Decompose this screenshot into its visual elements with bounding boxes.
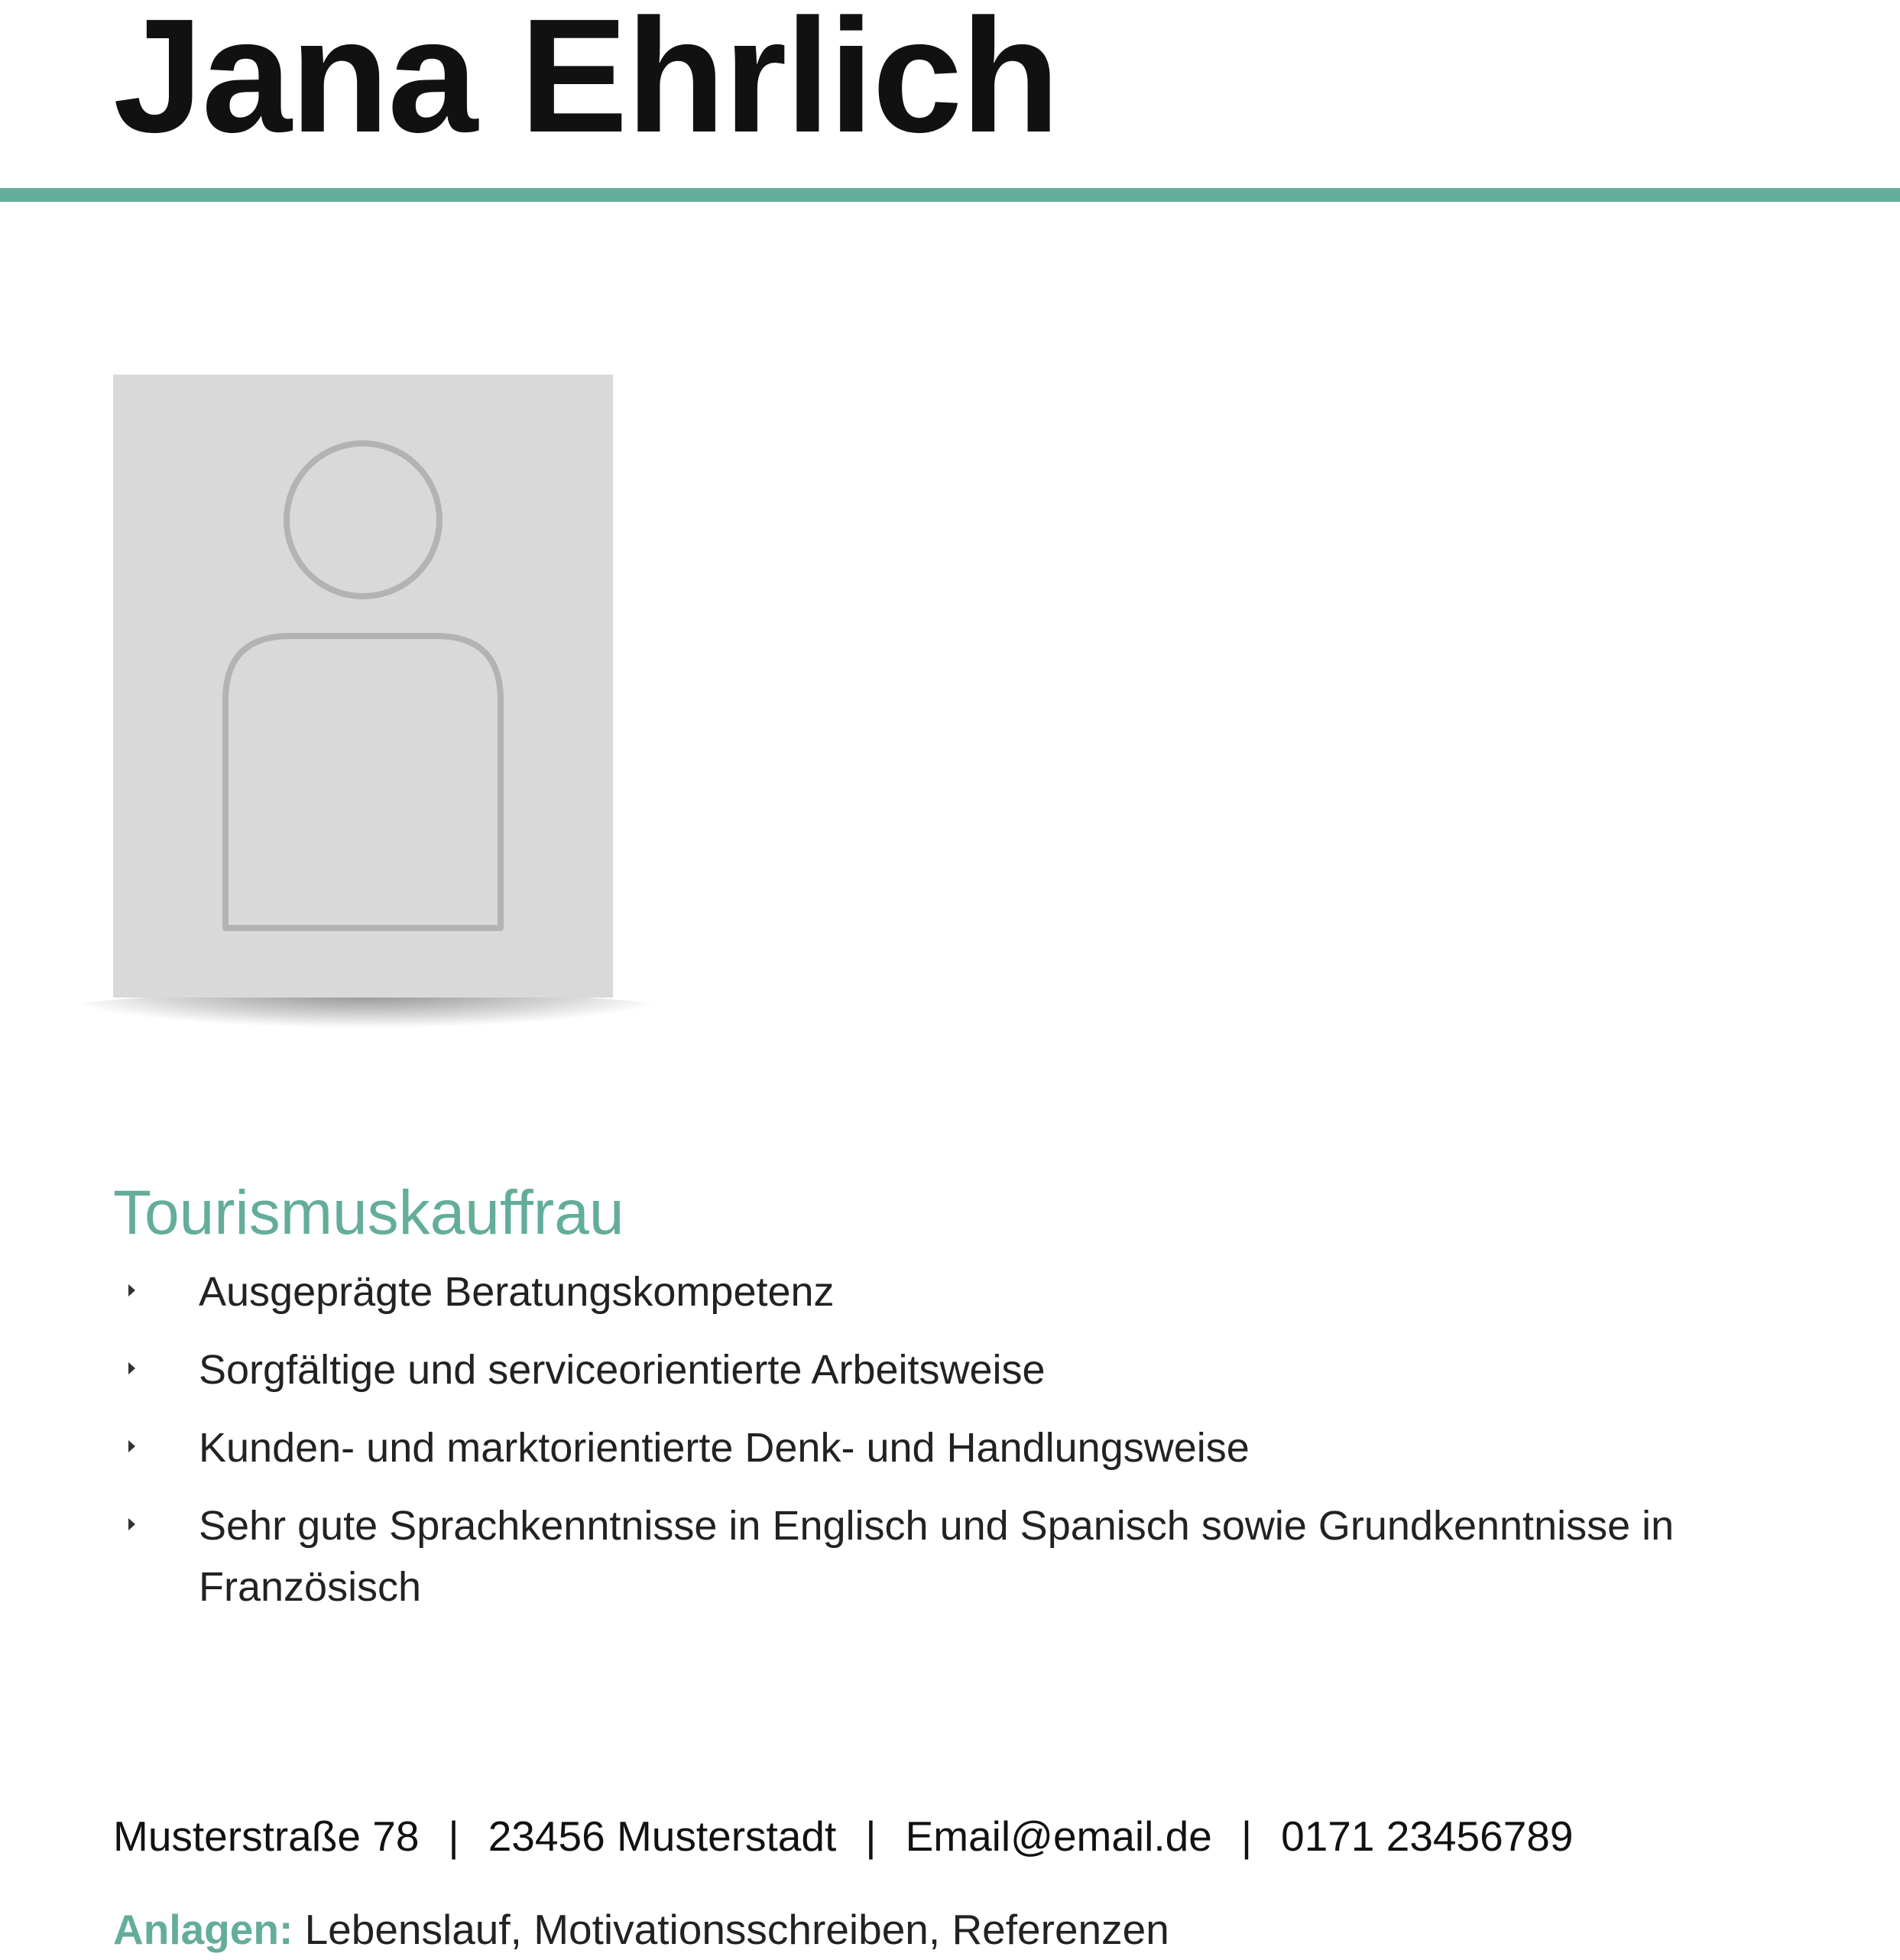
bullet-icon xyxy=(128,1284,135,1296)
skill-text: Sehr gute Sprachkenntnisse in Englisch und Spanisch sowie Grundkenntnisse in Französisch xyxy=(199,1503,1675,1610)
skill-item xyxy=(113,1417,1817,1478)
skill-text: Sorgfältige und serviceorientierte Arbeitsweise xyxy=(199,1347,1046,1393)
photo-frame xyxy=(113,375,613,998)
contact-street: Musterstraße 78 xyxy=(113,1812,420,1860)
contact-phone: 0171 23456789 xyxy=(1281,1812,1574,1860)
skills-list xyxy=(113,1261,1817,1634)
bullet-icon xyxy=(128,1362,135,1374)
skill-item xyxy=(113,1261,1817,1322)
contact-separator: | xyxy=(865,1812,877,1860)
bullet-icon xyxy=(128,1440,135,1452)
job-title: Tourismuskauffrau xyxy=(113,1178,624,1248)
skill-text: Ausgeprägte Beratungskompetenz xyxy=(199,1269,835,1315)
contact-separator: | xyxy=(448,1812,459,1860)
contact-line xyxy=(113,1806,1573,1867)
attachments-items: Lebenslauf, Motivationsschreiben, Referenzen xyxy=(304,1906,1169,1953)
person-placeholder-icon xyxy=(113,375,613,998)
profile-photo-placeholder xyxy=(113,375,613,998)
bullet-icon xyxy=(128,1518,135,1530)
applicant-name: Jana Ehrlich xyxy=(113,0,1059,166)
contact-email: Email@email.de xyxy=(905,1812,1212,1860)
accent-divider xyxy=(0,188,1900,202)
attachments-line xyxy=(113,1899,1169,1960)
skill-item xyxy=(113,1495,1817,1618)
skill-item xyxy=(113,1339,1817,1400)
skill-text: Kunden- und marktorientierte Denk- und Handlungsweise xyxy=(199,1425,1250,1471)
contact-city: 23456 Musterstadt xyxy=(488,1812,837,1860)
contact-separator: | xyxy=(1240,1812,1253,1860)
attachments-label: Anlagen: xyxy=(113,1906,293,1953)
